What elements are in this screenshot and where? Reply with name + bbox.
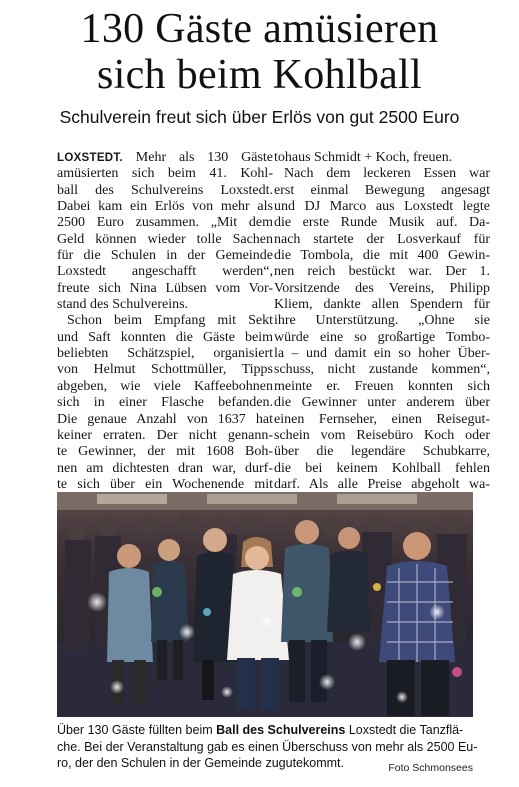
article-line-text: Loxstedt angeschafft werden“, <box>57 264 273 280</box>
article-line <box>274 297 490 313</box>
subheadline: Schulverein freut sich über Erlös von gut 2500 Euro <box>59 107 460 127</box>
article-line-text: la – und damit ein so hoher Über- <box>274 346 490 362</box>
article-line <box>274 412 490 428</box>
article-line <box>274 264 490 280</box>
article-line-text: Mehr als 130 Gäste <box>135 150 273 165</box>
article-line-text: freute sich Nina Lübsen vom Vor- <box>57 280 273 296</box>
article-line-text: die Gewinner unter anderem über <box>274 395 490 411</box>
headline-line-1: 130 Gäste amüsieren <box>80 6 439 52</box>
article-line <box>57 215 273 231</box>
article-line <box>274 461 490 477</box>
article-line-text: te Gewinner, der mit 1608 Boh- <box>57 444 273 460</box>
article-line-text: von Helmut Schottmüller, Tipps <box>57 362 273 378</box>
photo-credit: Foto Schmonsees <box>388 762 473 774</box>
article-line <box>274 444 490 460</box>
article-line-text: ball des Schulvereins Loxstedt. <box>57 182 273 198</box>
article-line <box>57 248 273 264</box>
article-line <box>57 379 273 395</box>
article-line-text: Vorsitzende des Vereins, Philipp <box>274 280 490 296</box>
article-line-text: te sich über ein Wochenende mit <box>57 476 273 492</box>
photo-illustration <box>57 492 473 717</box>
article-line-text: schein vom Reisebüro Koch oder <box>274 427 490 443</box>
article-line-text: sich in einer Flasche befanden. <box>57 395 273 411</box>
article-line-text: nen reich bestückt war. Der 1. <box>274 264 490 280</box>
article-line <box>274 346 490 362</box>
headline-line-2: sich beim Kohlball <box>96 52 422 98</box>
article-line-text: stand des Schulvereins. <box>57 297 189 313</box>
article-line-text: einen Fernseher, einen Reisegut- <box>274 411 490 427</box>
article-line <box>274 232 490 248</box>
article-line <box>57 264 273 280</box>
article-line-text: die bei keinem Kohlball fehlen <box>274 460 490 476</box>
article-line <box>274 330 490 346</box>
article-line <box>57 297 273 313</box>
article-line-text: Geld können wieder tolle Sachen <box>57 231 273 247</box>
article-line <box>57 199 273 215</box>
dance-floor-photo <box>57 492 473 717</box>
article-line <box>57 150 273 166</box>
article-line <box>274 183 490 199</box>
article-line <box>57 461 273 477</box>
article-line <box>274 248 490 264</box>
article-line <box>274 313 490 329</box>
article-line-text: Nach dem leckeren Essen war <box>284 166 490 182</box>
article-line-text: meinte er. Freuen konnten sich <box>274 378 490 394</box>
article-line <box>274 215 490 231</box>
article-column-2 <box>274 150 490 510</box>
article-line <box>274 199 490 215</box>
article-line <box>57 166 273 182</box>
article-line <box>57 362 273 378</box>
article-line-text: nach startete der Losverkauf für <box>274 231 490 247</box>
article-line-text: und DJ Marco aus Loxstedt legte <box>274 199 490 215</box>
caption-text-1b: Loxstedt die Tanzflä- <box>345 723 464 737</box>
article-line-text: 2500 Euro zusammen. „Mit dem <box>57 215 273 231</box>
article-line <box>274 428 490 444</box>
article-line <box>57 281 273 297</box>
article-line-text: für die Schulen in der Gemeinde <box>57 248 273 264</box>
article-line-text: und Saft konnten die Gäste beim <box>57 329 273 345</box>
article-line-text: darf. Als alle Preise abgeholt wa- <box>274 476 490 492</box>
article-line <box>274 150 490 166</box>
article-line <box>57 330 273 346</box>
article-line <box>274 379 490 395</box>
article-line-text: erst einmal Bewegung angesagt <box>274 182 490 198</box>
article-line-text: die Tombola, die mit 400 Gewin- <box>274 248 490 264</box>
article-line-text: tohaus Schmidt + Koch, freuen. <box>274 150 453 165</box>
caption-bold: Ball des Schulvereins <box>216 723 346 737</box>
article-line-text: abgeben, wie viele Kaffeebohnen <box>57 378 273 394</box>
article-line <box>57 477 273 493</box>
article-column-1 <box>57 150 273 510</box>
article-line <box>57 395 273 411</box>
article-line-text: würde eine so großartige Tombo- <box>274 329 490 345</box>
dateline: LOXSTEDT. <box>57 152 123 164</box>
article-line <box>57 412 273 428</box>
article-line-text: Kliem, dankte allen Spendern für <box>274 297 490 313</box>
article-line-text: beliebten Schätzspiel, organisiert <box>57 346 273 362</box>
article-line-text: Dabei kam ein Erlös von mehr als <box>57 199 273 215</box>
headline <box>0 6 519 98</box>
article-line-text: über die legendäre Schubkarre, <box>274 444 490 460</box>
article-line <box>57 444 273 460</box>
caption-text-1: Über 130 Gäste füllten beim <box>57 723 217 737</box>
caption-text-2: che. Bei der Veranstaltung gab es einen Überschuss von mehr als 2500 Eu- <box>57 739 478 754</box>
article-line-text: keiner erraten. Der nicht genann- <box>57 427 273 443</box>
article-line <box>57 428 273 444</box>
article-line-text: ihre Unterstützung. „Ohne sie <box>274 313 490 329</box>
article-line-text: nen am dichtesten dran war, durf- <box>57 460 273 476</box>
article-line-text: die erste Runde Musik auf. Da- <box>274 215 490 231</box>
caption-text-3: ro, der den Schulen in der Gemeinde zugutekommt. <box>57 756 344 770</box>
article-line <box>57 346 273 362</box>
article-line <box>274 477 490 493</box>
article-line <box>57 313 273 329</box>
article-line-text: Schon beim Empfang mit Sekt <box>67 313 273 329</box>
article-line <box>57 232 273 248</box>
article-line <box>274 395 490 411</box>
article-line <box>274 281 490 297</box>
article-line-text: schuss, nicht zustande kommen“, <box>274 362 490 378</box>
article-line <box>57 183 273 199</box>
article-line-text: amüsierten sich beim 41. Kohl- <box>57 166 273 182</box>
article-line-text: Die genaue Anzahl von 1637 hat <box>57 411 273 427</box>
article-line <box>274 166 490 182</box>
article-line <box>274 362 490 378</box>
